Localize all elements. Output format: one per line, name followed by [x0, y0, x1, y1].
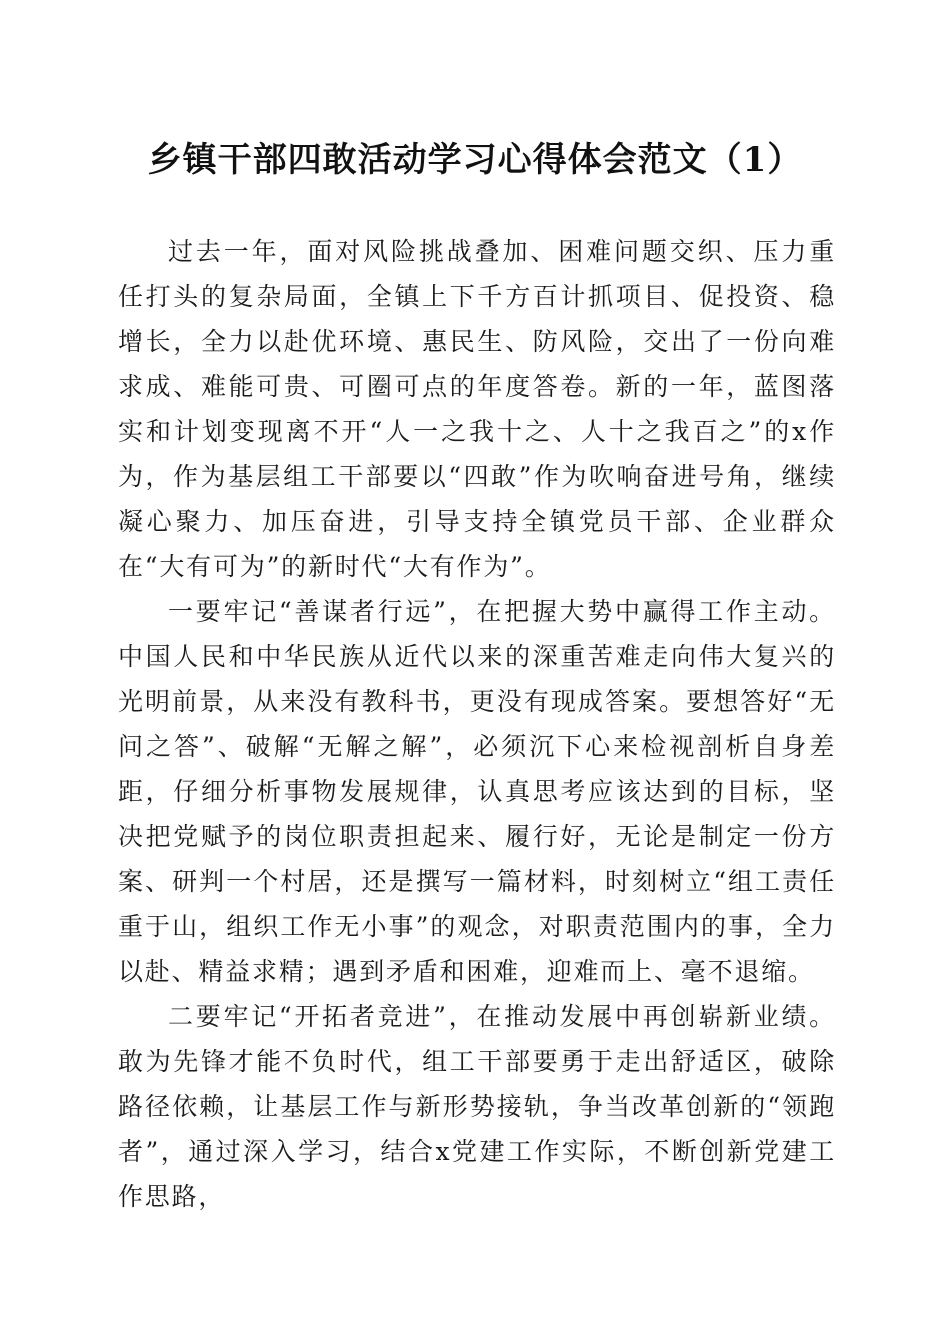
- document-title: 乡镇干部四敢活动学习心得体会范文（1）: [147, 140, 803, 180]
- paragraph-intro: 过去一年，面对风险挑战叠加、困难问题交织、压力重任打头的复杂局面，全镇上下千方百计抓项目、促投资、稳增长，全力以赴优环境、惠民生、防风险，交出了一份向难求成、难能可贵、可圈可点的年度答卷。新的一年，蓝图落实和计划变现离不开“人一之我十之、人十之我百之”的x作为，作为基层组工干部要以“四敢”作为吹响奋进号角，继续凝心聚力、加压奋进，引导支持全镇党员干部、企业群众在“大有可为”的新时代“大有作为”。: [118, 237, 836, 581]
- paragraph-point-one: 一要牢记“善谋者行远”，在把握大势中赢得工作主动。中国人民和中华民族从近代以来的深重苦难走向伟大复兴的光明前景，从来没有教科书，更没有现成答案。要想答好“无问之答”、破解“无解之解”，必须沉下心来检视剖析自身差距，仔细分析事物发展规律，认真思考应该达到的目标，坚决把党赋予的岗位职责担起来、履行好，无论是制定一份方案、研判一个村居，还是撰写一篇材料，时刻树立“组工责任重于山，组织工作无小事”的观念，对职责范围内的事，全力以赴、精益求精；遇到矛盾和困难，迎难而上、毫不退缩。: [118, 597, 836, 986]
- document-body: [118, 229, 836, 1219]
- paragraph-point-two: 二要牢记“开拓者竞进”，在推动发展中再创崭新业绩。敢为先锋才能不负时代，组工干部要勇于走出舒适区，破除路径依赖，让基层工作与新形势接轨，争当改革创新的“领跑者”，通过深入学习，结合x党建工作实际，不断创新党建工作思路，: [118, 1002, 836, 1211]
